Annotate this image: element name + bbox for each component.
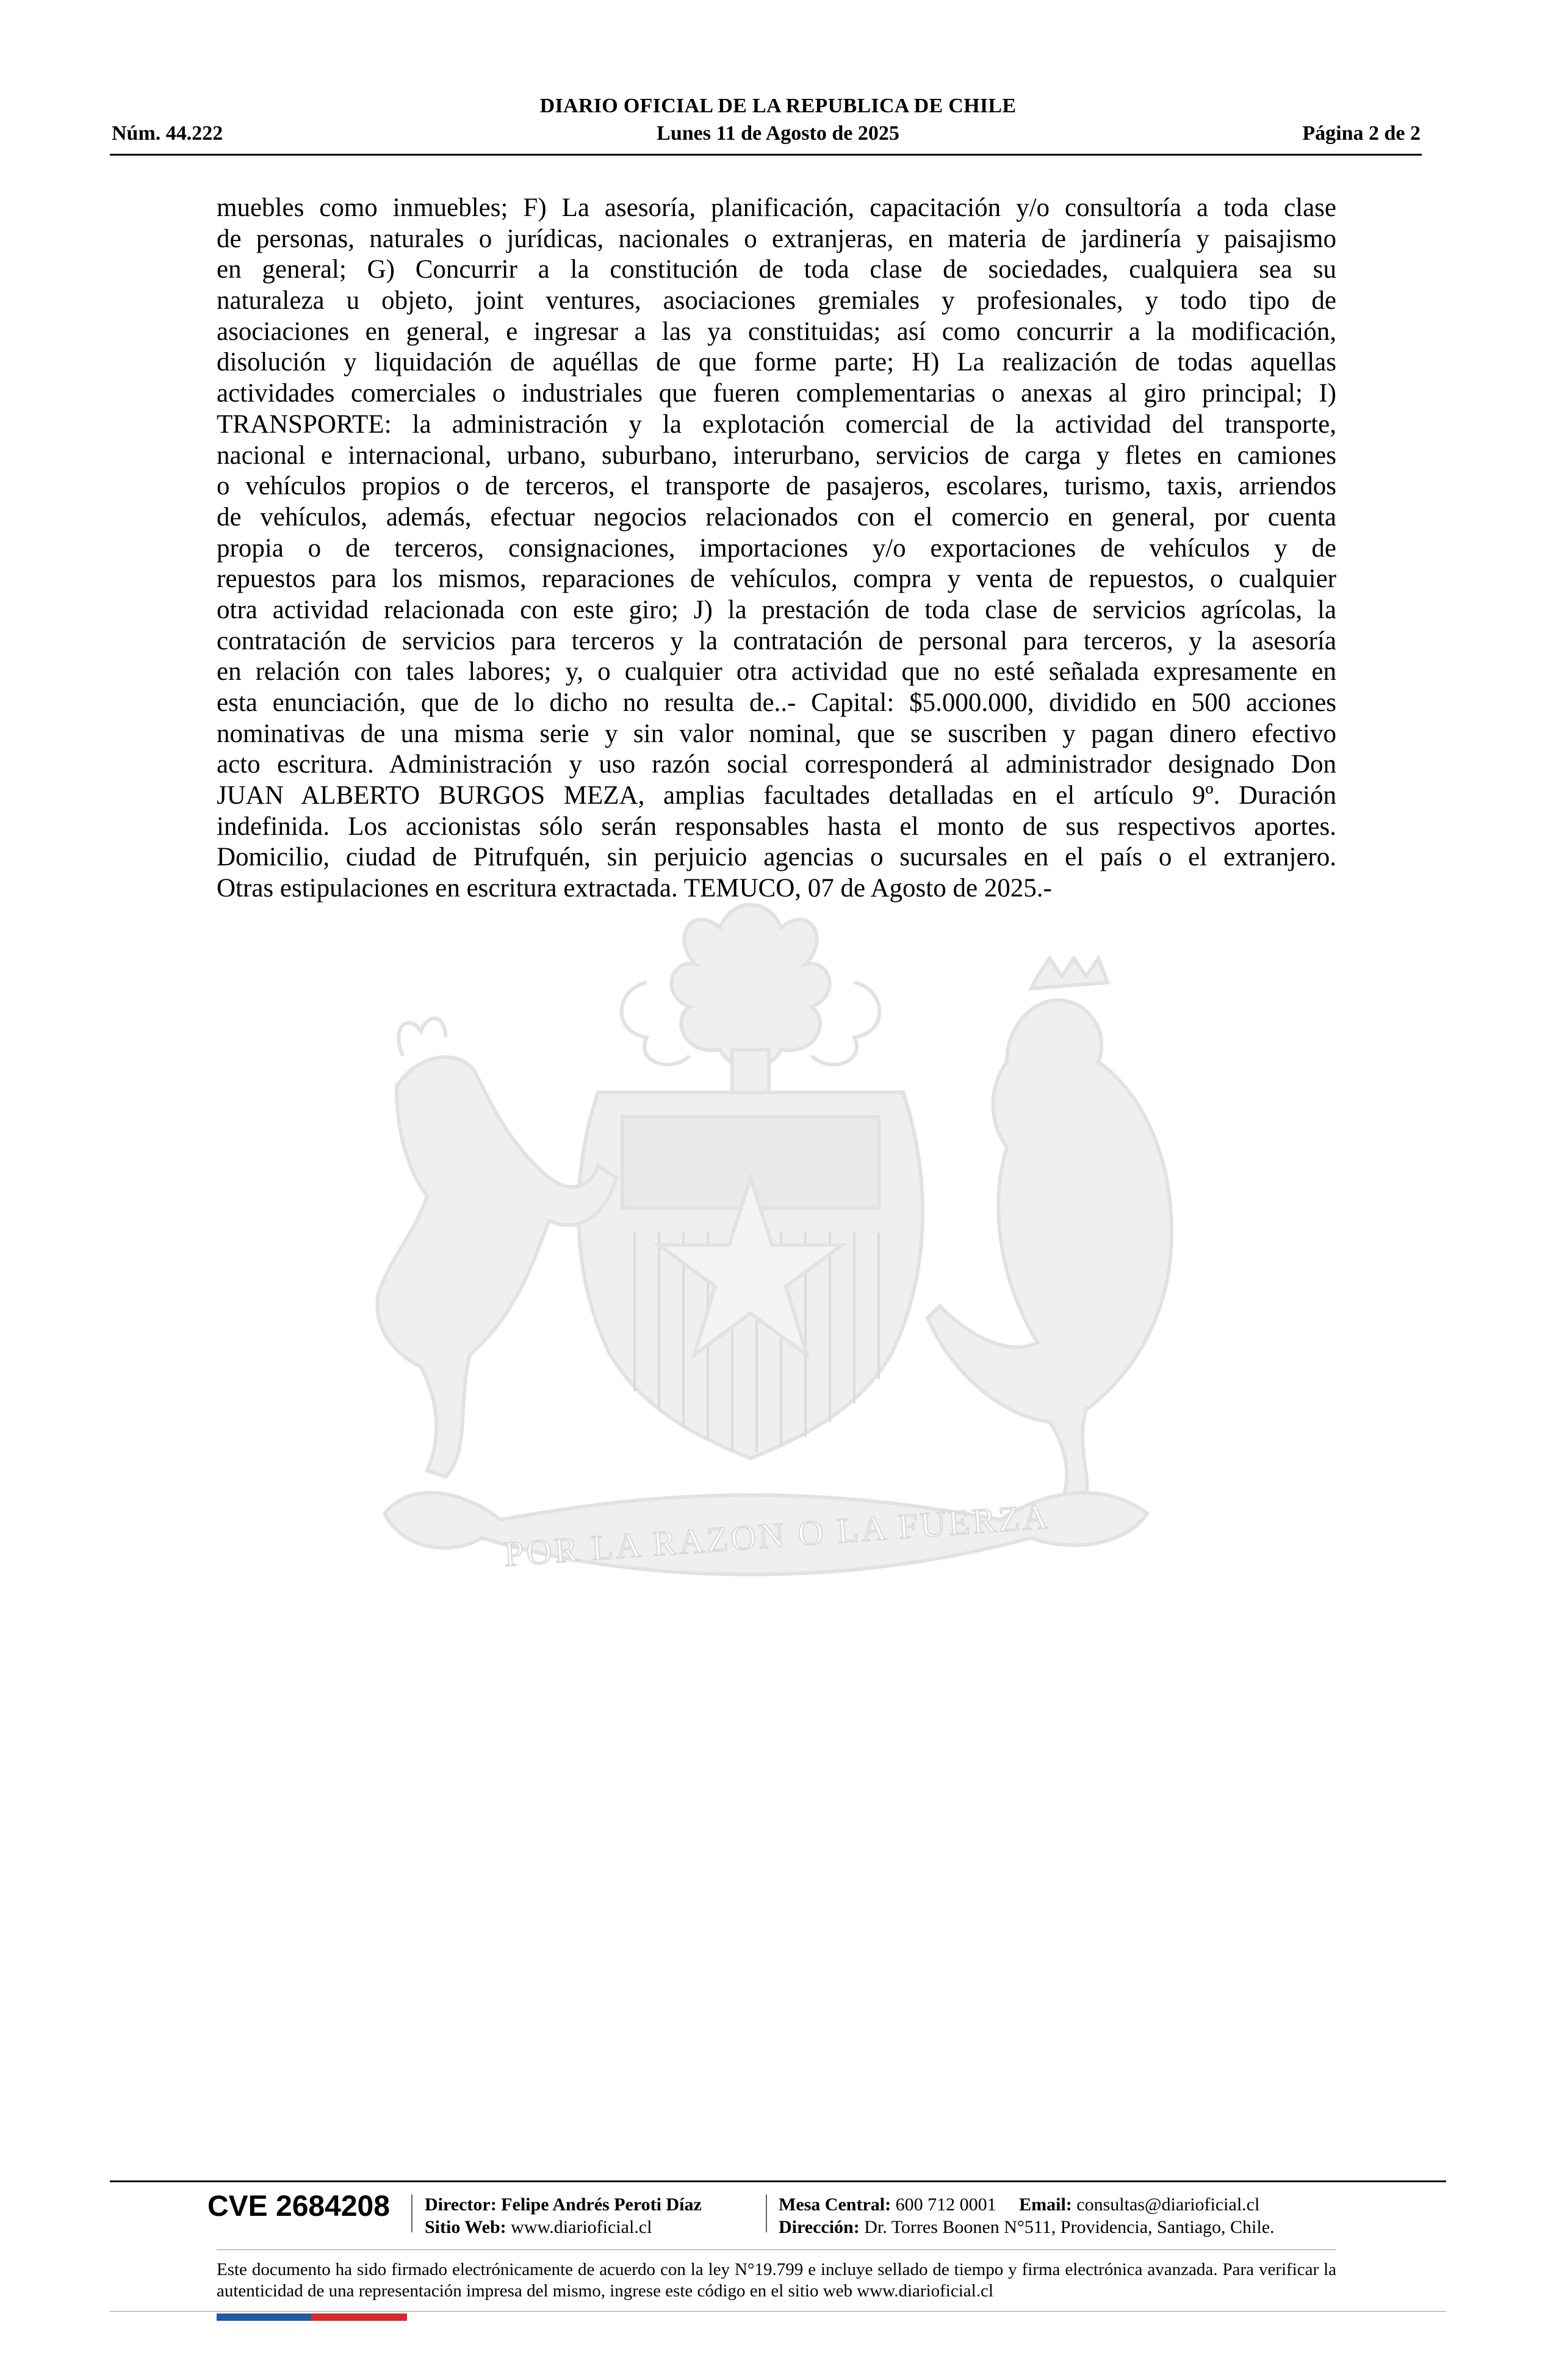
- address-value: Dr. Torres Boonen N°511, Providencia, Santiago, Chile.: [864, 2217, 1275, 2237]
- footer-divider-mid: [217, 2249, 1336, 2250]
- body-line: disolución y liquidación de aquéllas de que forme parte; H) La realización de todas aquellas: [217, 348, 1336, 377]
- body-line: asociaciones en general, e ingresar a las ya constituidas; así como concurrir a la modificación,: [217, 317, 1336, 346]
- body-line: nominativas de una misma serie y sin valor nominal, que se suscriben y pagan dinero efectivo: [217, 719, 1336, 748]
- body-line: en relación con tales labores; y, o cualquier otra actividad que no esté señalada expresamente en: [217, 657, 1336, 687]
- footer-director-block: [425, 2193, 702, 2238]
- cve-code: CVE 2684208: [207, 2190, 390, 2223]
- body-line: muebles como inmuebles; F) La asesoría, planificación, capacitación y/o consultoría a toda clase: [217, 193, 1336, 222]
- footer-separator: [766, 2194, 767, 2232]
- director-name: Felipe Andrés Peroti Díaz: [501, 2194, 702, 2215]
- body-line: actividades comerciales o industriales que fueren complementarias o anexas al giro principal; I): [217, 379, 1336, 408]
- email-link[interactable]: consultas@diarioficial.cl: [1076, 2194, 1260, 2215]
- body-line: de vehículos, además, efectuar negocios relacionados con el comercio en general, por cuenta: [217, 502, 1336, 532]
- body-line: JUAN ALBERTO BURGOS MEZA, amplias facultades detalladas en el artículo 9º. Duración: [217, 781, 1336, 810]
- flag-stripe-red: [311, 2313, 407, 2321]
- body-line: en general; G) Concurrir a la constitución de toda clase de sociedades, cualquiera sea su: [217, 255, 1336, 284]
- phone-value: 600 712 0001: [895, 2194, 996, 2215]
- website-link[interactable]: www.diarioficial.cl: [511, 2217, 652, 2237]
- footer-divider-bottom: [110, 2311, 1446, 2312]
- body-line: Domicilio, ciudad de Pitrufquén, sin perjuicio agencias o sucursales en el país o el extranjero.: [217, 843, 1336, 872]
- footer-contact-block: [779, 2193, 1275, 2238]
- watermark-motto: POR LA RAZON O LA FUERZA: [503, 1496, 1052, 1574]
- body-line: contratación de servicios para terceros y la contratación de personal para terceros, y la asesoría: [217, 626, 1336, 655]
- body-line: Otras estipulaciones en escritura extractada. TEMUCO, 07 de Agosto de 2025.-: [217, 874, 1052, 903]
- signature-disclaimer: Este documento ha sido firmado electrónicamente de acuerdo con la ley N°19.799 e incluye sellado de tiempo y firma electrónica avanzada. Para verificar la autenticidad de una representación impresa del mismo, ingrese este código en el sitio web www.diarioficial.cl: [217, 2260, 1336, 2301]
- website-label: Sitio Web:: [425, 2217, 506, 2237]
- footer-divider-top: [110, 2180, 1446, 2182]
- coat-of-arms-watermark: [330, 891, 1226, 1660]
- body-line: TRANSPORTE: la administración y la explotación comercial de la actividad del transporte,: [217, 409, 1336, 439]
- page-indicator: Página 2 de 2: [1302, 122, 1421, 145]
- body-line: indefinida. Los accionistas sólo serán responsables hasta el monto de sus respectivos aportes.: [217, 812, 1336, 841]
- director-label: Director:: [425, 2194, 497, 2215]
- body-line: repuestos para los mismos, reparaciones de vehículos, compra y venta de repuestos, o cualquier: [217, 564, 1336, 594]
- body-line: o vehículos propios o de terceros, el transporte de pasajeros, escolares, turismo, taxis, arriendos: [217, 472, 1336, 501]
- header-divider: [110, 154, 1422, 156]
- issue-number: Núm. 44.222: [112, 122, 223, 145]
- body-line: esta enunciación, que de lo dicho no resulta de..- Capital: $5.000.000, dividido en 500 acciones: [217, 688, 1336, 717]
- body-line: acto escritura. Administración y uso razón social corresponderá al administrador designado Don: [217, 750, 1336, 779]
- footer-separator: [411, 2194, 412, 2232]
- body-line: propia o de terceros, consignaciones, importaciones y/o exportaciones de vehículos y de: [217, 533, 1336, 563]
- body-line: nacional e internacional, urbano, suburbano, interurbano, servicios de carga y fletes en camiones: [217, 441, 1336, 470]
- phone-label: Mesa Central:: [779, 2194, 891, 2215]
- publication-title: DIARIO OFICIAL DE LA REPUBLICA DE CHILE: [539, 95, 1017, 117]
- document-body: [217, 193, 1336, 904]
- flag-stripe-blue: [217, 2313, 311, 2321]
- email-label: Email:: [1019, 2194, 1072, 2215]
- issue-date: Lunes 11 de Agosto de 2025: [657, 122, 899, 145]
- body-line: de personas, naturales o jurídicas, nacionales o extranjeras, en materia de jardinería y paisajismo: [217, 224, 1336, 253]
- body-line: naturaleza u objeto, joint ventures, asociaciones gremiales y profesionales, y todo tipo de: [217, 286, 1336, 316]
- address-label: Dirección:: [779, 2217, 860, 2237]
- body-line: otra actividad relacionada con este giro; J) la prestación de toda clase de servicios agrícolas, la: [217, 595, 1336, 624]
